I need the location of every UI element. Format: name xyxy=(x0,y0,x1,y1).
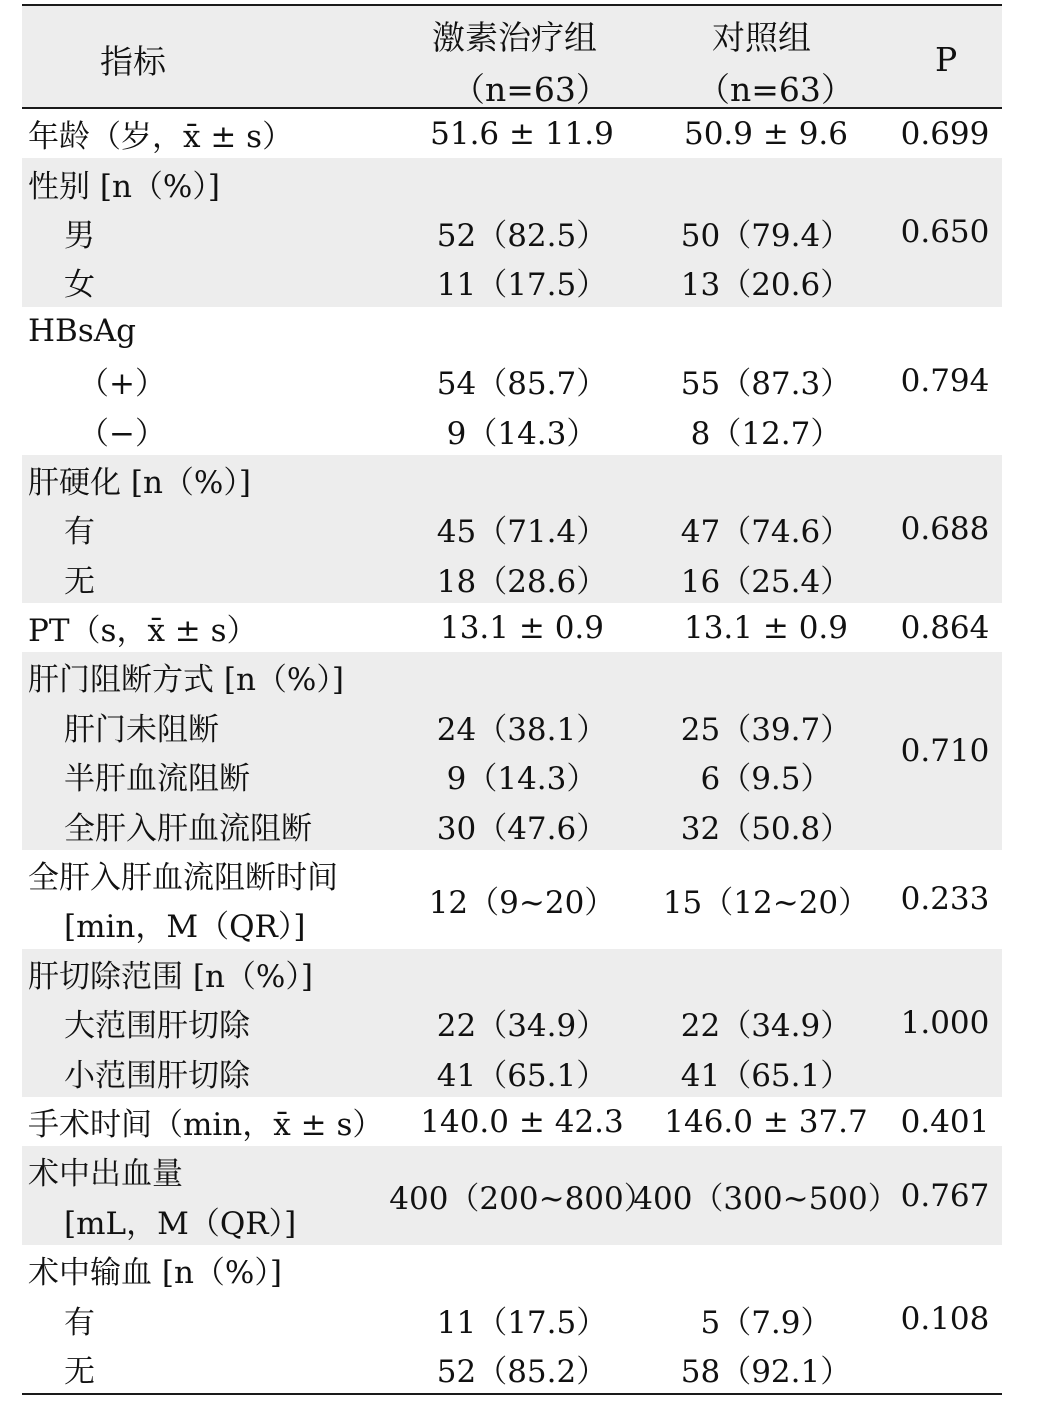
row-label: 男 xyxy=(64,217,95,254)
control-value: 58（92.1） xyxy=(680,1353,852,1390)
control-value xyxy=(644,1245,888,1294)
p-value: 0.864 xyxy=(900,609,990,646)
table-row xyxy=(22,356,1002,405)
control-value xyxy=(644,949,888,998)
table-row xyxy=(22,158,1002,207)
table-row xyxy=(22,1196,1002,1245)
row-label: 年龄（岁，x̄ ± s） xyxy=(28,119,294,156)
treatment-value xyxy=(400,1245,644,1294)
row-label: （−） xyxy=(78,415,166,452)
row-group xyxy=(22,1245,1002,1393)
control-value: 16（25.4） xyxy=(680,563,852,600)
row-label: HBsAg xyxy=(28,313,136,350)
control-value xyxy=(644,455,888,504)
treatment-value: 52（82.5） xyxy=(436,217,608,254)
treatment-value xyxy=(400,158,644,207)
treatment-value: 51.6 ± 11.9 xyxy=(430,115,614,152)
row-label: PT（s，x̄ ± s） xyxy=(28,613,258,650)
table-row xyxy=(22,1097,1002,1146)
row-group xyxy=(22,949,1002,1097)
control-value: 13.1 ± 0.9 xyxy=(683,609,848,646)
header-treatment-group: 激素治疗组 xyxy=(432,18,597,57)
p-value: 0.650 xyxy=(900,214,990,251)
control-value: 400（300~500） xyxy=(633,1181,899,1218)
row-label: [mL，M（QR）] xyxy=(64,1205,297,1242)
treatment-value: 41（65.1） xyxy=(436,1057,608,1094)
table-row xyxy=(22,307,1002,356)
treatment-value: 18（28.6） xyxy=(436,563,608,600)
row-label: 有 xyxy=(64,1304,95,1341)
p-value: 1.000 xyxy=(900,1004,990,1041)
row-label: 肝切除范围 [n（%）] xyxy=(28,958,313,995)
control-value: 55（87.3） xyxy=(680,366,852,403)
treatment-value: 11（17.5） xyxy=(436,1304,608,1341)
treatment-value: 400（200~800） xyxy=(389,1181,655,1218)
row-label: 术中输血 [n（%）] xyxy=(28,1255,282,1292)
table-row xyxy=(22,1047,1002,1096)
row-label: 大范围肝切除 xyxy=(64,1008,250,1045)
row-label: 肝硬化 [n（%）] xyxy=(28,464,251,501)
treatment-value xyxy=(400,307,644,356)
table-row xyxy=(22,1245,1002,1294)
table-body xyxy=(22,109,1002,1393)
control-value: 47（74.6） xyxy=(680,514,852,551)
table-row xyxy=(22,652,1002,701)
table-row xyxy=(22,702,1002,751)
row-label: 术中出血量 xyxy=(28,1156,183,1193)
row-group xyxy=(22,109,1002,158)
table-row xyxy=(22,109,1002,158)
table-row xyxy=(22,504,1002,553)
table-row xyxy=(22,554,1002,603)
control-value xyxy=(644,158,888,207)
data-table xyxy=(22,4,1002,1395)
treatment-value: 54（85.7） xyxy=(436,366,608,403)
row-group xyxy=(22,652,1002,850)
table-row xyxy=(22,899,1002,948)
control-value xyxy=(644,307,888,356)
p-value: 0.688 xyxy=(900,510,990,547)
treatment-value: 11（17.5） xyxy=(436,267,608,304)
table-row xyxy=(22,998,1002,1047)
table-row xyxy=(22,949,1002,998)
treatment-value: 9（14.3） xyxy=(446,761,598,798)
control-value: 5（7.9） xyxy=(700,1304,832,1341)
treatment-value: 13.1 ± 0.9 xyxy=(439,609,604,646)
control-value: 8（12.7） xyxy=(690,415,842,452)
control-value: 15（12~20） xyxy=(662,884,870,921)
row-group xyxy=(22,1097,1002,1146)
p-value: 0.108 xyxy=(900,1301,990,1338)
treatment-value: 52（85.2） xyxy=(436,1353,608,1390)
header-indicator: 指标 xyxy=(100,42,166,81)
row-group xyxy=(22,603,1002,652)
control-value: 22（34.9） xyxy=(680,1008,852,1045)
row-group xyxy=(22,307,1002,455)
row-label: 全肝入肝血流阻断 xyxy=(64,810,312,847)
p-value: 0.699 xyxy=(900,115,990,152)
control-value xyxy=(644,652,888,701)
control-value: 25（39.7） xyxy=(680,711,852,748)
treatment-value xyxy=(400,455,644,504)
table-row xyxy=(22,257,1002,306)
table-row xyxy=(22,455,1002,504)
control-value: 41（65.1） xyxy=(680,1057,852,1094)
row-label: 无 xyxy=(64,563,95,600)
control-value: 13（20.6） xyxy=(680,267,852,304)
treatment-value: 9（14.3） xyxy=(446,415,598,452)
table-row xyxy=(22,1344,1002,1393)
row-label: 无 xyxy=(64,1353,95,1390)
treatment-value: 140.0 ± 42.3 xyxy=(420,1103,624,1140)
table-row xyxy=(22,1294,1002,1343)
table-row xyxy=(22,751,1002,800)
control-value: 50.9 ± 9.6 xyxy=(683,115,848,152)
row-group xyxy=(22,850,1002,949)
row-label: 女 xyxy=(64,267,95,304)
treatment-value: 30（47.6） xyxy=(436,810,608,847)
row-label: 有 xyxy=(64,514,95,551)
control-value: 6（9.5） xyxy=(700,761,832,798)
p-value: 0.233 xyxy=(900,881,990,918)
control-value: 32（50.8） xyxy=(680,810,852,847)
row-label: 小范围肝切除 xyxy=(64,1057,250,1094)
bottom-rule xyxy=(22,1393,1002,1395)
row-label: 肝门阻断方式 [n（%）] xyxy=(28,662,344,699)
table-header xyxy=(22,6,1002,107)
table-row xyxy=(22,603,1002,652)
treatment-value: 45（71.4） xyxy=(436,514,608,551)
row-group xyxy=(22,1146,1002,1245)
row-label: 肝门未阻断 xyxy=(64,711,219,748)
treatment-value xyxy=(400,949,644,998)
row-label: [min，M（QR）] xyxy=(64,909,306,946)
row-group xyxy=(22,158,1002,306)
row-label: （+） xyxy=(78,366,166,403)
p-value: 0.794 xyxy=(900,362,990,399)
control-value: 146.0 ± 37.7 xyxy=(664,1103,868,1140)
row-group xyxy=(22,455,1002,603)
row-label: 半肝血流阻断 xyxy=(64,761,250,798)
table-row xyxy=(22,405,1002,454)
row-label: 全肝入肝血流阻断时间 xyxy=(28,860,338,897)
p-value: 0.710 xyxy=(900,733,990,770)
header-p-value: P xyxy=(935,40,958,79)
treatment-value: 22（34.9） xyxy=(436,1008,608,1045)
control-value: 50（79.4） xyxy=(680,217,852,254)
header-treatment-n: （n=63） xyxy=(452,70,609,109)
p-value: 0.401 xyxy=(900,1103,990,1140)
treatment-value: 24（38.1） xyxy=(436,711,608,748)
treatment-value xyxy=(400,652,644,701)
header-control-group: 对照组 xyxy=(712,18,811,57)
table-row xyxy=(22,208,1002,257)
treatment-value: 12（9~20） xyxy=(428,884,616,921)
table-row xyxy=(22,800,1002,849)
row-label: 手术时间（min，x̄ ± s） xyxy=(28,1107,384,1143)
row-label: 性别 [n（%）] xyxy=(28,168,220,205)
p-value: 0.767 xyxy=(900,1177,990,1214)
header-control-n: （n=63） xyxy=(697,70,854,109)
